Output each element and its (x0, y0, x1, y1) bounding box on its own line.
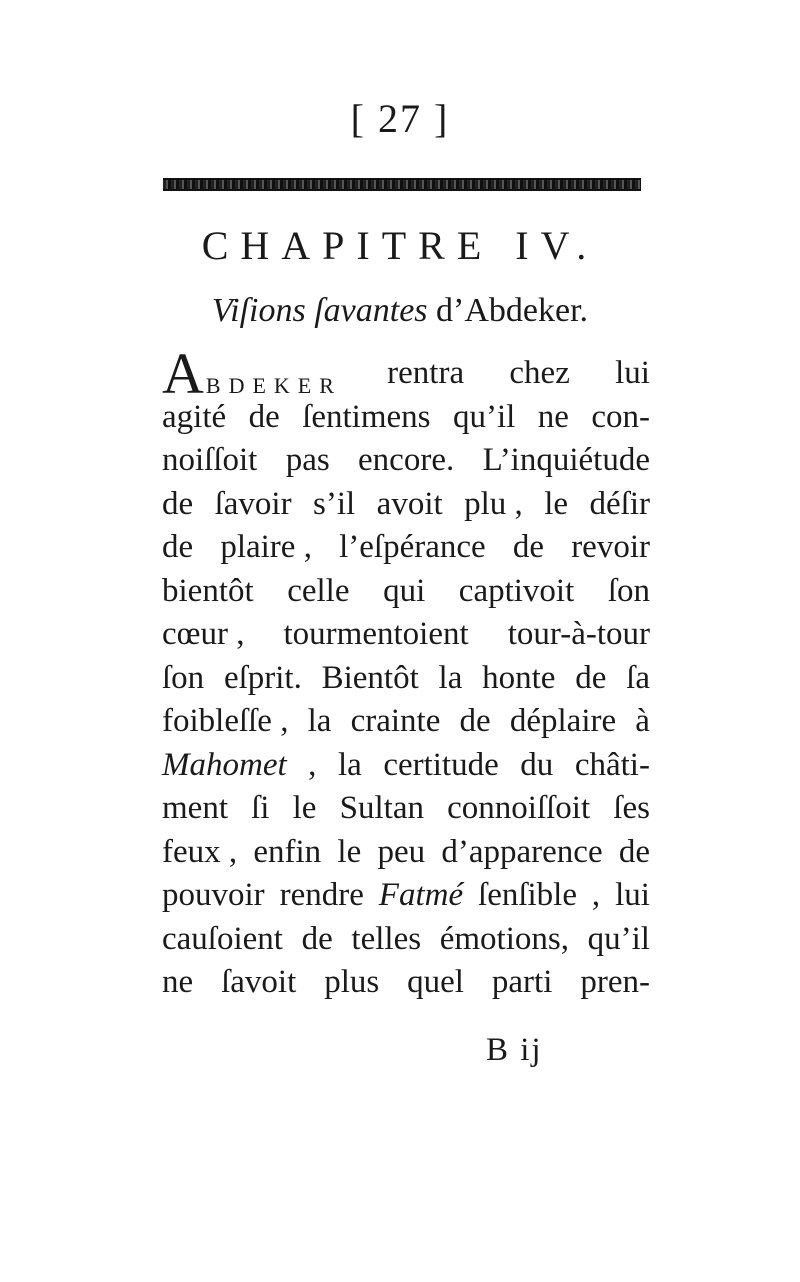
word: plu , (464, 485, 523, 522)
chapter-title: CHAPITRE IV. (201, 223, 599, 268)
text-line (162, 483, 650, 527)
word: L’inquiétude (482, 442, 650, 478)
drop-cap: A (162, 341, 204, 406)
text-line (162, 918, 650, 962)
text-line (162, 526, 650, 570)
word: du (520, 746, 554, 783)
word: cauſoient (162, 920, 283, 957)
drop-cap-rest: BDEKER (205, 373, 342, 398)
word: captivoit (458, 572, 575, 609)
word: la (307, 703, 332, 739)
word: feux , (162, 833, 238, 870)
word: lui (615, 355, 650, 391)
text-line (162, 700, 650, 744)
word: plus (324, 964, 380, 1000)
word: ne (537, 398, 569, 435)
word: chez (509, 355, 570, 391)
word: quel (407, 964, 464, 1000)
word: , (308, 746, 317, 783)
word: qu’il (452, 398, 516, 435)
word: telles (351, 920, 422, 957)
body-text (162, 341, 650, 1005)
word: pouvoir (162, 877, 265, 913)
text-line (162, 874, 650, 918)
word: qu’il (587, 920, 650, 957)
word: honte (482, 659, 556, 696)
word: déſir (589, 485, 650, 522)
word: ſavoit (221, 964, 297, 1000)
word: rendre (279, 877, 364, 913)
word: cœur , (162, 616, 245, 652)
word: noiſſoit (162, 442, 258, 478)
word: bientôt (162, 572, 254, 609)
word: ſentimens (302, 398, 431, 435)
word: le (337, 833, 362, 870)
word: , (591, 877, 601, 913)
word: tour-à-tour (507, 616, 650, 652)
word: ſavoir (214, 485, 292, 522)
word: Mahomet (162, 746, 287, 783)
word: enfin (253, 833, 322, 870)
word: celle (287, 572, 350, 609)
word: pas (285, 442, 330, 478)
text-line (162, 831, 650, 875)
word: l’eſpérance (339, 529, 486, 565)
word: Bientôt (321, 659, 419, 696)
word: le (292, 790, 317, 826)
word: d’apparence (441, 833, 603, 870)
word: eſprit. (223, 659, 302, 696)
word: ſon (607, 572, 650, 609)
text-line (162, 613, 650, 657)
subtitle-italic: Viſions ſavantes (211, 292, 428, 329)
text-line (162, 341, 650, 406)
word: qui (383, 572, 426, 609)
text-line (162, 657, 650, 701)
word: la (438, 659, 463, 696)
word: avoit (376, 485, 443, 522)
word: Fatmé (378, 877, 464, 913)
ornamental-rule (163, 178, 641, 191)
word: certitude (383, 746, 499, 783)
word: connoiſſoit (447, 790, 591, 826)
word: châti- (574, 746, 650, 783)
word: s’il (313, 485, 356, 522)
chapter-subtitle (0, 292, 800, 330)
word: ne (162, 964, 194, 1000)
text-line (162, 396, 650, 440)
text-line (162, 961, 650, 1005)
word: à (635, 703, 650, 739)
word: pren- (580, 964, 650, 1000)
word: ment (162, 790, 228, 826)
word: parti (491, 964, 553, 1000)
word: con- (591, 398, 650, 435)
word: Sultan (339, 790, 424, 826)
word: ſes (613, 790, 650, 826)
word: de (162, 485, 194, 522)
page-number: [ 27 ] (350, 96, 450, 141)
subtitle-roman: d’Abdeker. (427, 292, 589, 329)
word: de (512, 529, 545, 565)
word: de (575, 659, 607, 696)
text-line (162, 787, 650, 831)
word: rentra (387, 355, 465, 391)
word: agité (162, 398, 227, 435)
word: crainte (350, 703, 441, 739)
word: de (248, 398, 280, 435)
word: émotions, (439, 920, 569, 957)
text-line (162, 570, 650, 614)
word: peu (377, 833, 426, 870)
word: ſon (162, 659, 205, 696)
text-line (162, 744, 650, 788)
word: lui (615, 877, 650, 913)
word: plaire , (220, 529, 312, 565)
word: déplaire (509, 703, 617, 739)
catchword: B ij (486, 1032, 543, 1068)
word: encore. (358, 442, 455, 478)
word: ſenſible (478, 877, 577, 913)
word: de (162, 529, 194, 565)
word: le (544, 485, 569, 522)
word: tourmentoient (283, 616, 469, 652)
word: la (337, 746, 362, 783)
word: ſa (626, 659, 650, 696)
word: foibleſſe , (162, 703, 289, 739)
word: revoir (571, 529, 650, 565)
word: de (618, 833, 650, 870)
word: de (301, 920, 333, 957)
word: de (459, 703, 491, 739)
text-line (162, 439, 650, 483)
word: ſi (251, 790, 270, 826)
